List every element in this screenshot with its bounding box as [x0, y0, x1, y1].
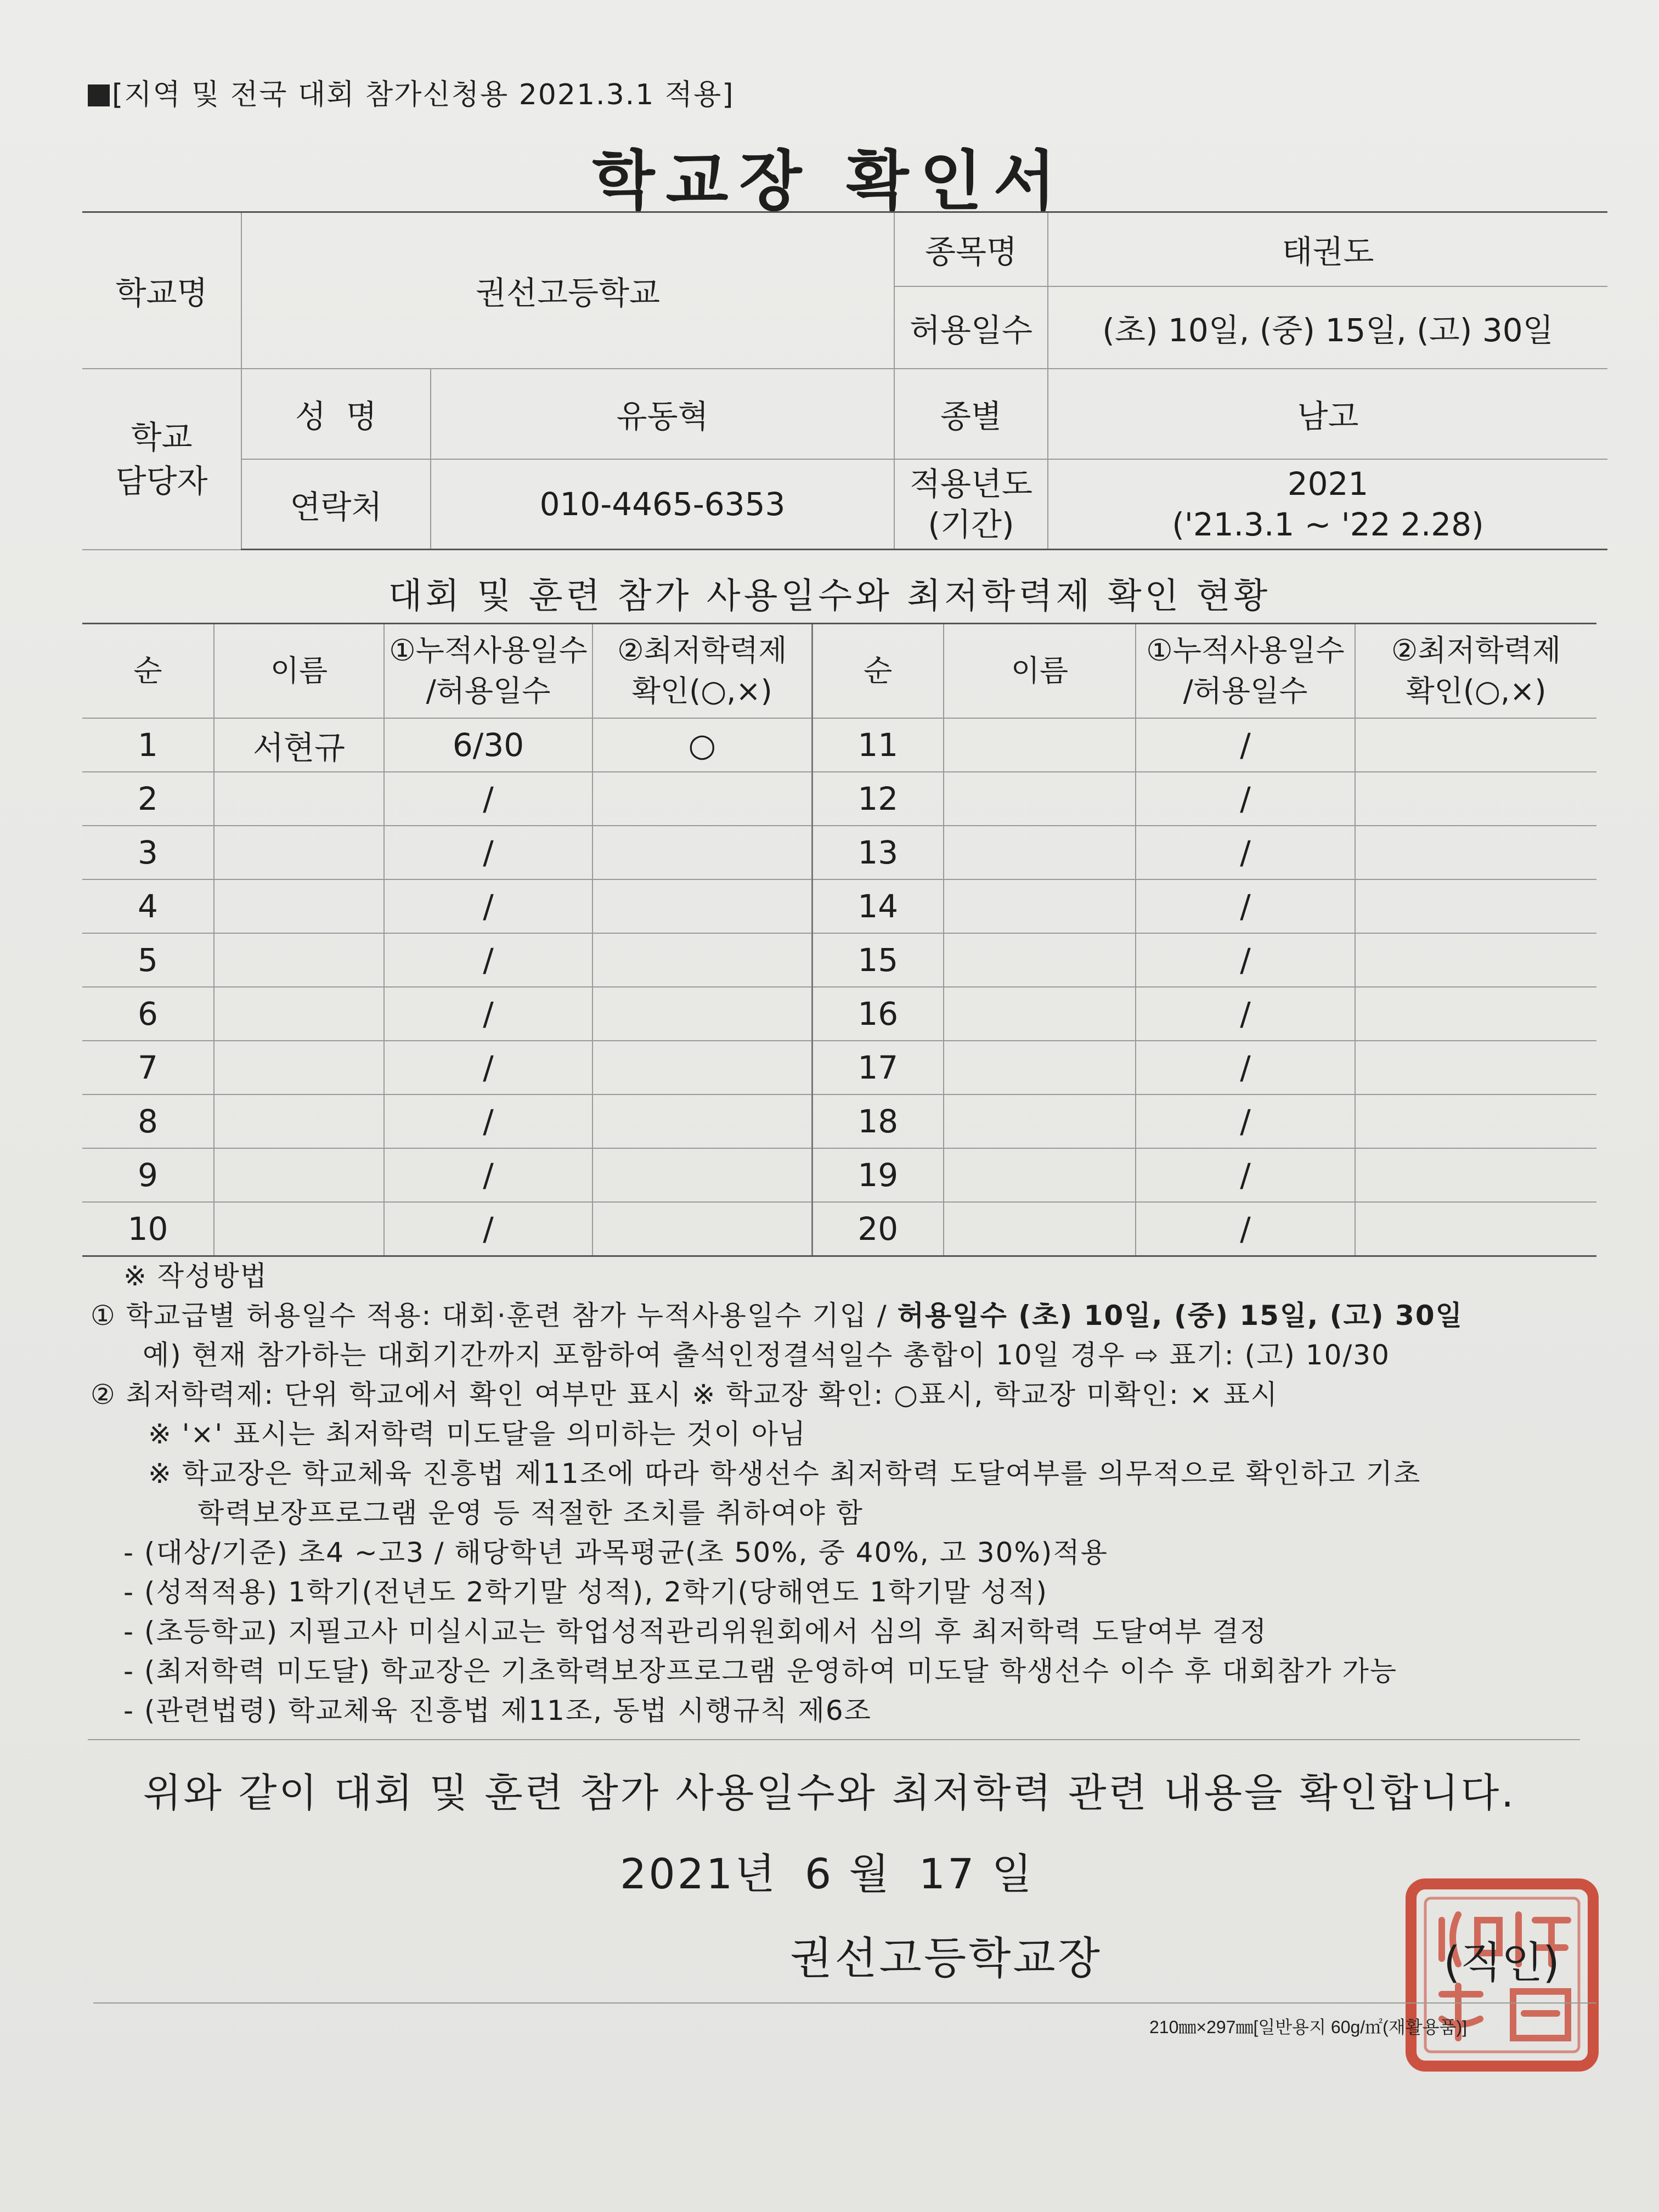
table-row: [82, 1094, 1596, 1148]
dash-item: - (최저학력 미도달) 학교장은 기초학력보장프로그램 운영하여 미도달 학생선수 이수 후 대회참가 가능: [123, 1655, 1398, 1687]
row-check: [1355, 1094, 1596, 1148]
row-no: 8: [82, 1094, 214, 1148]
header-note: [지역 및 전국 대회 참가신청용 2021.3.1 적용]: [88, 71, 735, 112]
divider: [88, 1739, 1580, 1740]
usage-table: [82, 623, 1596, 1257]
row-name: [214, 826, 384, 879]
row-name: 서현규: [214, 718, 384, 772]
table-row: [82, 879, 1596, 933]
document-title: 학교장 확인서: [592, 143, 1067, 219]
header-check: ②최저학력제 확인(○,×): [592, 624, 812, 719]
row-name: [214, 879, 384, 933]
row-name: [214, 1094, 384, 1148]
header-name: 이름: [214, 624, 384, 719]
seal-label: (직인): [1443, 1938, 1560, 1988]
table-row: [82, 772, 1596, 826]
row-days: /: [1136, 933, 1355, 987]
row-no: 12: [812, 772, 944, 826]
row-days: /: [1136, 879, 1355, 933]
row-days: 6/30: [384, 718, 592, 772]
row-no: 11: [812, 718, 944, 772]
dash-item: - (대상/기준) 초4 ~고3 / 해당학년 과목평균(초 50%, 중 40%, 고 30%)적용: [123, 1537, 1108, 1568]
header-days: ①누적사용일수 /허용일수: [1136, 624, 1355, 719]
manager-label: 학교 담당자: [82, 369, 241, 550]
row-check: [592, 826, 812, 879]
allowed-days-value: (초) 10일, (중) 15일, (고) 30일: [1048, 286, 1607, 369]
row-days: /: [384, 933, 592, 987]
row-check: [1355, 826, 1596, 879]
year-cell: [1048, 459, 1607, 550]
table-row: [82, 987, 1596, 1041]
category-value: 남고: [1048, 369, 1607, 459]
row-days: /: [384, 1041, 592, 1094]
dash-item: - (초등학교) 지필고사 미실시교는 학업성적관리위원회에서 심의 후 최저학력 도달여부 결정: [123, 1616, 1268, 1647]
row-check: [1355, 1202, 1596, 1256]
category-label: 종별: [894, 369, 1048, 459]
row-check: [592, 772, 812, 826]
row-check: ○: [592, 718, 812, 772]
row-days: /: [384, 1094, 592, 1148]
row-name: [944, 826, 1136, 879]
name-label: 성 명: [241, 369, 431, 459]
name-value: 유동혁: [431, 369, 894, 459]
year-value: 2021: [1287, 465, 1369, 503]
row-name: [944, 879, 1136, 933]
row-name: [214, 772, 384, 826]
table-row: [82, 718, 1596, 772]
row-no: 4: [82, 879, 214, 933]
row-check: [1355, 772, 1596, 826]
principal-signature: 권선고등학교장: [790, 1933, 1102, 1984]
divider: [93, 2002, 1596, 2004]
sport-label: 종목명: [894, 212, 1048, 286]
row-days: /: [1136, 772, 1355, 826]
header-no: 순: [82, 624, 214, 719]
row-no: 20: [812, 1202, 944, 1256]
row-no: 3: [82, 826, 214, 879]
issue-date: [620, 1841, 1062, 1900]
row-no: 9: [82, 1148, 214, 1202]
writing-instructions: [91, 1256, 1583, 1730]
table-row: [82, 933, 1596, 987]
table-row: [82, 1202, 1596, 1256]
row-check: [1355, 1148, 1596, 1202]
row-name: [214, 933, 384, 987]
usage-table-body: [82, 718, 1596, 1256]
row-name: [214, 1041, 384, 1094]
row-name: [944, 987, 1136, 1041]
row-no: 7: [82, 1041, 214, 1094]
date-day: 17 일: [918, 1849, 1035, 1898]
notes-heading: ※ 작성방법: [123, 1260, 268, 1292]
note-item-2: ② 최저학력제: 단위 학교에서 확인 여부만 표시 ※ 학교장 확인: ○표시, 학교장 미확인: × 표시: [91, 1379, 1279, 1410]
section-title: 대회 및 훈련 참가 사용일수와 최저학력제 확인 현황: [388, 576, 1271, 617]
contact-value: 010-4465-6353: [431, 459, 894, 550]
row-days: /: [1136, 1094, 1355, 1148]
row-no: 1: [82, 718, 214, 772]
note-item-2-sub-1: ※ '×' 표시는 최저학력 미도달을 의미하는 것이 아님: [148, 1418, 807, 1450]
row-check: [592, 1041, 812, 1094]
sport-value: 태권도: [1048, 212, 1607, 286]
row-no: 15: [812, 933, 944, 987]
paper-spec: 210㎜×297㎜[일반용지 60g/㎡(재활용품)]: [1149, 2017, 1468, 2037]
row-name: [214, 987, 384, 1041]
confirmation-statement: 위와 같이 대회 및 훈련 참가 사용일수와 최저학력 관련 내용을 확인합니다.: [143, 1770, 1516, 1816]
row-check: [592, 1148, 812, 1202]
row-no: 5: [82, 933, 214, 987]
school-value: 권선고등학교: [241, 212, 894, 369]
row-check: [592, 933, 812, 987]
table-row: [82, 826, 1596, 879]
row-days: /: [1136, 1202, 1355, 1256]
allowed-days-label: 허용일수: [894, 286, 1048, 369]
row-no: 14: [812, 879, 944, 933]
row-days: /: [384, 1148, 592, 1202]
row-no: 6: [82, 987, 214, 1041]
row-days: /: [384, 1202, 592, 1256]
row-name: [944, 1148, 1136, 1202]
row-name: [944, 1041, 1136, 1094]
row-days: /: [1136, 987, 1355, 1041]
row-days: /: [1136, 1041, 1355, 1094]
row-check: [592, 879, 812, 933]
row-no: 10: [82, 1202, 214, 1256]
dash-item: - (성적적용) 1학기(전년도 2학기말 성적), 2학기(당해연도 1학기말 성적): [123, 1576, 1048, 1608]
row-days: /: [1136, 718, 1355, 772]
row-days: /: [1136, 1148, 1355, 1202]
row-name: [214, 1202, 384, 1256]
square-bullet-icon: [88, 84, 110, 106]
row-name: [944, 772, 1136, 826]
header-check: ②최저학력제 확인(○,×): [1355, 624, 1596, 719]
row-no: 13: [812, 826, 944, 879]
row-days: /: [384, 772, 592, 826]
row-check: [1355, 933, 1596, 987]
header-name: 이름: [944, 624, 1136, 719]
row-name: [944, 933, 1136, 987]
year-label: 적용년도 (기간): [894, 459, 1048, 550]
row-check: [592, 1202, 812, 1256]
info-table: [82, 211, 1607, 550]
row-no: 16: [812, 987, 944, 1041]
note-item-2-sub-2-cont: 학력보장프로그램 운영 등 적절한 조치를 취하여야 함: [198, 1497, 864, 1529]
row-name: [944, 1094, 1136, 1148]
row-check: [1355, 718, 1596, 772]
header-no: 순: [812, 624, 944, 719]
row-days: /: [384, 879, 592, 933]
row-no: 17: [812, 1041, 944, 1094]
row-no: 18: [812, 1094, 944, 1148]
row-name: [214, 1148, 384, 1202]
date-month: 6 월: [804, 1849, 891, 1898]
row-days: /: [384, 987, 592, 1041]
row-check: [1355, 879, 1596, 933]
table-row: [82, 1041, 1596, 1094]
row-no: 2: [82, 772, 214, 826]
row-check: [1355, 987, 1596, 1041]
contact-label: 연락처: [241, 459, 431, 550]
note-item-2-sub-2: ※ 학교장은 학교체육 진흥법 제11조에 따라 학생선수 최저학력 도달여부를 의무적으로 확인하고 기초: [148, 1458, 1421, 1489]
year-period: ('21.3.1 ~ '22 2.28): [1172, 505, 1484, 543]
table-row: [82, 1148, 1596, 1202]
row-days: /: [1136, 826, 1355, 879]
row-name: [944, 1202, 1136, 1256]
date-year: 2021년: [620, 1849, 777, 1898]
row-days: /: [384, 826, 592, 879]
row-no: 19: [812, 1148, 944, 1202]
dash-item: - (관련법령) 학교체육 진흥법 제11조, 동법 시행규칙 제6조: [123, 1695, 872, 1726]
note-item-1: ① 학교급별 허용일수 적용: 대회·훈련 참가 누적사용일수 기입 / 허용일수 (초) 10일, (중) 15일, (고) 30일: [91, 1300, 1463, 1331]
row-check: [1355, 1041, 1596, 1094]
note-item-1-example: 예) 현재 참가하는 대회기간까지 포함하여 출석인정결석일수 총합이 10일 경우 ⇨ 표기: (고) 10/30: [143, 1339, 1390, 1371]
row-check: [592, 1094, 812, 1148]
row-name: [944, 718, 1136, 772]
row-check: [592, 987, 812, 1041]
header-days: ①누적사용일수 /허용일수: [384, 624, 592, 719]
school-label: 학교명: [82, 212, 241, 369]
